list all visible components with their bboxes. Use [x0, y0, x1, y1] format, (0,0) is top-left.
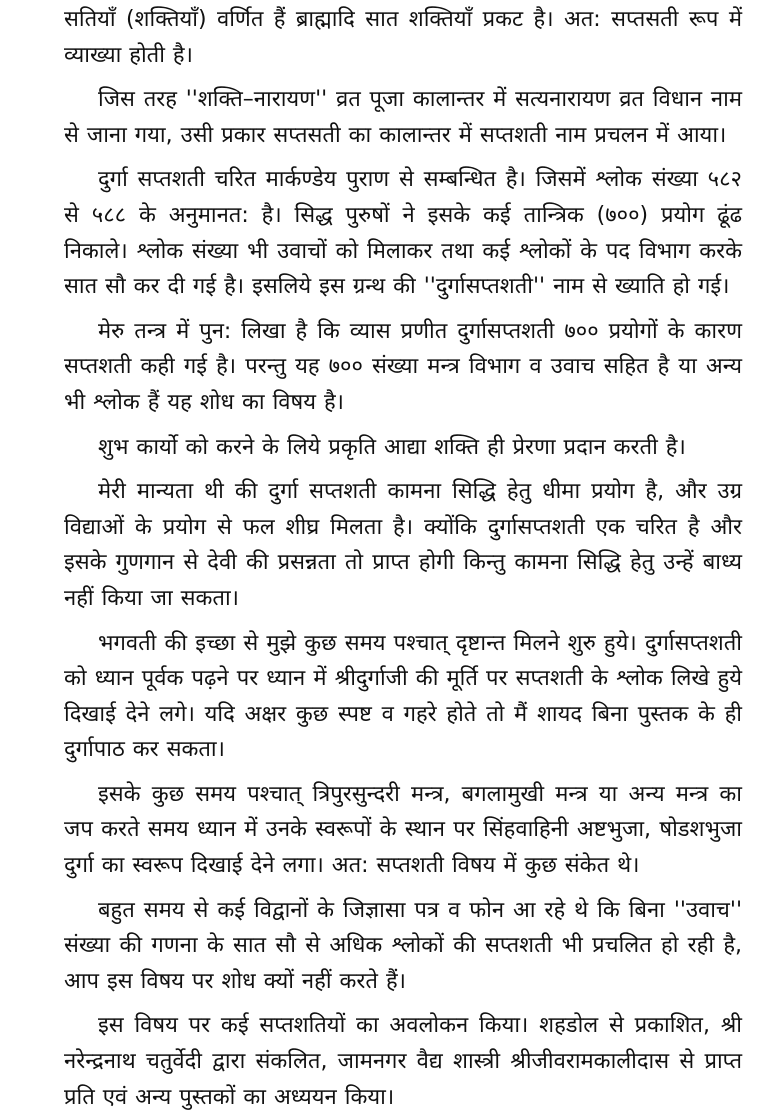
- paragraph-7: भगवती की इच्छा से मुझे कुछ समय पश्चात् दृष्टान्त मिलने शुरु हुये। दुर्गासप्तशती को ध्यान पूर्वक पढ़ने पर ध्यान में श्रीदुर्गाजी की मूर्ति पर सप्तशती के श्लोक लिखे हुये दिखाई देने लगे। यदि अक्षर कुछ स्पष्ट व गहरे होते तो मैं शायद बिना पुस्तक के ही दुर्गापाठ कर सकता।: [64, 630, 742, 763]
- paragraph-4: मेरु तन्त्र में पुन: लिखा है कि व्यास प्रणीत दुर्गासप्तशती ७०० प्रयोगों के कारण सप्तशती कही गई है। परन्तु यह ७०० संख्या मन्त्र विभाग व उवाच सहित है या अन्य भी श्लोक हैं यह शोध का विषय है।: [64, 318, 742, 415]
- paragraph-10: इस विषय पर कई सप्तशतियों का अवलोकन किया। शहडोल से प्रकाशित, श्री नरेन्द्रनाथ चतुर्वेदी द्वारा संकलित, जामनगर वैद्य शास्त्री श्रीजीवरामकालीदास से प्राप्त प्रति एवं अन्य पुस्तकों का अध्ययन किया।: [64, 1013, 742, 1110]
- paragraph-2: जिस तरह ''शक्ति–नारायण'' व्रत पूजा कालान्तर में सत्यनारायण व्रत विधान नाम से जाना गया, उसी प्रकार सप्तसती का कालान्तर में सप्तशती नाम प्रचलन में आया।: [64, 87, 742, 148]
- paragraph-9: बहुत समय से कई विद्वानों के जिज्ञासा पत्र व फोन आ रहे थे कि बिना ''उवाच'' संख्या की गणना के सात सौ से अधिक श्लोकों की सप्तशती भी प्रचलित हो रही है, आप इस विषय पर शोध क्यों नहीं करते हैं।: [64, 897, 742, 994]
- paragraph-8: इसके कुछ समय पश्चात् त्रिपुरसुन्दरी मन्त्र, बगलामुखी मन्त्र या अन्य मन्त्र का जप करते समय ध्यान में उनके स्वरूपों के स्थान पर सिंहवाहिनी अष्टभुजा, षोडशभुजा दुर्गा का स्वरूप दिखाई देने लगा। अत: सप्तशती विषय में कुछ संकेत थे।: [64, 781, 742, 879]
- paragraph-5: शुभ कार्यो को करने के लिये प्रकृति आद्या शक्ति ही प्रेरणा प्रदान करती है।: [98, 434, 686, 460]
- paragraph-6: मेरी मान्यता थी की दुर्गा सप्तशती कामना सिद्धि हेतु धीमा प्रयोग है, और उग्र विद्याओं के प्रयोग से फल शीघ्र मिलता है। क्योंकि दुर्गासप्तशती एक चरित है और इसके गुणगान से देवी की प्रसन्नता तो प्राप्त होगी किन्तु कामना सिद्धि हेतु उन्हें बाध्य नहीं किया जा सकता।: [64, 479, 742, 611]
- paragraph-3: दुर्गा सप्तशती चरित मार्कण्डेय पुराण से सम्बन्धित है। जिसमें श्लोक संख्या ५८२ से ५८८ के अनुमानत: है। सिद्ध पुरुषों ने इसके कई तान्त्रिक (७००) प्रयोग ढूंढ निकाले। श्लोक संख्या भी उवाचों को मिलाकर तथा कई श्लोकों के पद विभाग करके सात सौ कर दी गई है। इसलिये इस ग्रन्थ की ''दुर्गासप्तशती'' नाम से ख्याति हो गई।: [64, 167, 742, 300]
- paragraph-1: सतियाँ (शक्तियाँ) वर्णित हैं ब्राह्मादि सात शक्तियाँ प्रकट है। अत: सप्तसती रूप में व्याख्या होती है।: [64, 7, 742, 68]
